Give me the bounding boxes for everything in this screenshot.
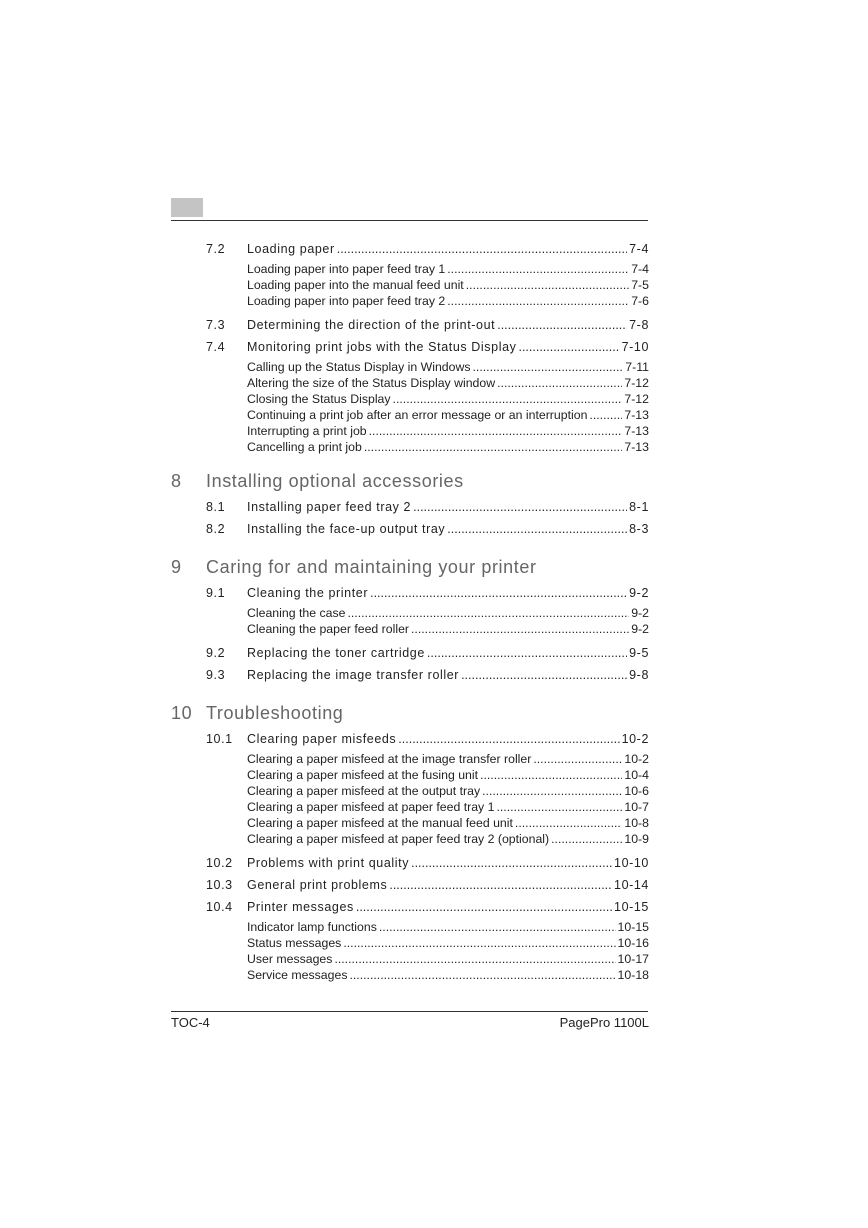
section-title: Monitoring print jobs with the Status Display xyxy=(247,340,517,354)
dot-leader xyxy=(337,240,627,258)
page-number: 9-2 xyxy=(631,606,649,620)
dot-leader xyxy=(447,520,627,538)
page-number: 7-4 xyxy=(629,242,649,256)
toc-subsection[interactable] xyxy=(171,968,649,984)
toc-subsection[interactable] xyxy=(171,816,649,832)
toc-section-7-3[interactable] xyxy=(171,316,649,338)
page-number: 7-13 xyxy=(624,440,649,454)
toc-subsection[interactable] xyxy=(171,606,649,622)
subsection-title: Indicator lamp functions xyxy=(247,920,377,934)
dot-leader xyxy=(533,752,622,766)
toc-subsection[interactable] xyxy=(171,262,649,278)
dot-leader xyxy=(497,316,627,334)
page-number: 8-1 xyxy=(629,500,649,514)
toc-subsection[interactable] xyxy=(171,768,649,784)
section-title: Printer messages xyxy=(247,900,354,914)
page-number: 7-4 xyxy=(631,262,649,276)
section-title: Clearing paper misfeeds xyxy=(247,732,397,746)
toc-subsection[interactable] xyxy=(171,832,649,848)
page-number: 10-15 xyxy=(614,900,649,914)
chapter-7-sections xyxy=(171,240,649,456)
section-title: General print problems xyxy=(247,878,388,892)
toc-section-8-2[interactable] xyxy=(171,520,649,542)
section-number: 8.2 xyxy=(206,522,226,536)
page-number: 10-10 xyxy=(614,856,649,870)
toc-section-7-4[interactable] xyxy=(171,338,649,360)
toc-section-10-4[interactable] xyxy=(171,898,649,920)
dot-leader xyxy=(497,376,622,390)
toc-subsection[interactable] xyxy=(171,920,649,936)
dot-leader xyxy=(551,832,622,846)
dot-leader xyxy=(370,584,627,602)
subsection-title: Closing the Status Display xyxy=(247,392,391,406)
page-number: 10-14 xyxy=(614,878,649,892)
toc-section-9-2[interactable] xyxy=(171,644,649,666)
dot-leader xyxy=(411,854,612,872)
page-number: 7-11 xyxy=(625,360,649,374)
page-number: 10-4 xyxy=(624,768,649,782)
subsection-title: Loading paper into paper feed tray 1 xyxy=(247,262,446,276)
toc-section-9-1[interactable] xyxy=(171,584,649,606)
subsection-title: Clearing a paper misfeed at the fusing unit xyxy=(247,768,479,782)
footer-rule xyxy=(171,1011,648,1012)
toc-subsection[interactable] xyxy=(171,752,649,768)
subsection-title: Interrupting a print job xyxy=(247,424,367,438)
section-title: Installing the face-up output tray xyxy=(247,522,446,536)
dot-leader xyxy=(349,968,615,982)
section-number: 8.1 xyxy=(206,500,226,514)
section-title: Installing paper feed tray 2 xyxy=(247,500,412,514)
toc-section-10-2[interactable] xyxy=(171,854,649,876)
subsection-title: Clearing a paper misfeed at paper feed tray 1 xyxy=(247,800,495,814)
page-label: TOC-4 xyxy=(171,1015,210,1030)
section-number: 7.4 xyxy=(206,340,226,354)
toc-subsection[interactable] xyxy=(171,936,649,952)
dot-leader xyxy=(482,784,622,798)
section-title: Loading paper xyxy=(247,242,335,256)
dot-leader xyxy=(356,898,612,916)
page-number: 7-12 xyxy=(624,392,649,406)
header-tab-marker xyxy=(171,198,203,217)
page-number: 10-15 xyxy=(617,920,649,934)
page-number: 7-10 xyxy=(621,340,649,354)
page-number: 7-8 xyxy=(629,318,649,332)
page-number: 10-6 xyxy=(624,784,649,798)
dot-leader xyxy=(379,920,616,934)
chapter-heading-9[interactable] xyxy=(171,556,649,578)
subsection-title: Loading paper into paper feed tray 2 xyxy=(247,294,446,308)
page-number: 10-7 xyxy=(624,800,649,814)
section-number: 7.2 xyxy=(206,242,226,256)
page-number: 7-13 xyxy=(624,408,649,422)
toc-subsection[interactable] xyxy=(171,440,649,456)
section-title: Cleaning the printer xyxy=(247,586,369,600)
subsection-title: Calling up the Status Display in Windows xyxy=(247,360,471,374)
page-number: 7-12 xyxy=(624,376,649,390)
section-number: 9.2 xyxy=(206,646,226,660)
dot-leader xyxy=(515,816,622,830)
dot-leader xyxy=(427,644,627,662)
subsection-title: Clearing a paper misfeed at the image transfer roller xyxy=(247,752,532,766)
dot-leader xyxy=(589,408,622,422)
section-number: 9.1 xyxy=(206,586,226,600)
page-number: 8-3 xyxy=(629,522,649,536)
dot-leader xyxy=(518,338,619,356)
dot-leader xyxy=(480,768,622,782)
page-number: 10-9 xyxy=(624,832,649,846)
section-title: Problems with print quality xyxy=(247,856,410,870)
page-number: 10-17 xyxy=(617,952,649,966)
toc-subsection[interactable] xyxy=(171,800,649,816)
section-number: 9.3 xyxy=(206,668,226,682)
page-number: 9-2 xyxy=(629,586,649,600)
dot-leader xyxy=(447,262,629,276)
subsection-title: Clearing a paper misfeed at paper feed tray 2 (optional) xyxy=(247,832,550,846)
toc-section-7-2[interactable] xyxy=(171,240,649,262)
dot-leader xyxy=(413,498,627,516)
toc-subsection[interactable] xyxy=(171,784,649,800)
subsection-title: Status messages xyxy=(247,936,342,950)
dot-leader xyxy=(447,294,629,308)
dot-leader xyxy=(343,936,615,950)
toc-subsection[interactable] xyxy=(171,622,649,638)
toc-section-10-1[interactable] xyxy=(171,730,649,752)
page-number: 9-2 xyxy=(631,622,649,636)
chapter-heading-8[interactable] xyxy=(171,470,649,492)
subsection-title: Continuing a print job after an error message or an interruption xyxy=(247,408,588,422)
page-number: 7-13 xyxy=(624,424,649,438)
page-footer xyxy=(171,1015,649,1030)
dot-leader xyxy=(364,440,623,454)
dot-leader xyxy=(466,278,629,292)
toc-subsection[interactable] xyxy=(171,424,649,440)
toc-subsection[interactable] xyxy=(171,392,649,408)
section-number: 10.1 xyxy=(206,732,233,746)
toc-section-9-3[interactable] xyxy=(171,666,649,688)
page-number: 10-16 xyxy=(617,936,649,950)
toc-subsection[interactable] xyxy=(171,376,649,392)
chapter-title: Troubleshooting xyxy=(206,703,344,723)
chapter-number: 10 xyxy=(171,703,193,723)
subsection-title: Clearing a paper misfeed at the manual feed unit xyxy=(247,816,513,830)
dot-leader xyxy=(334,952,615,966)
subsection-title: Clearing a paper misfeed at the output tray xyxy=(247,784,481,798)
toc-subsection[interactable] xyxy=(171,294,649,310)
dot-leader xyxy=(411,622,629,636)
toc-section-10-3[interactable] xyxy=(171,876,649,898)
section-title: Determining the direction of the print-out xyxy=(247,318,496,332)
section-number: 7.3 xyxy=(206,318,226,332)
dot-leader xyxy=(496,800,622,814)
section-number: 10.3 xyxy=(206,878,233,892)
page-number: 9-8 xyxy=(629,668,649,682)
table-of-contents xyxy=(171,240,649,984)
page-number: 9-5 xyxy=(629,646,649,660)
toc-section-8-1[interactable] xyxy=(171,498,649,520)
chapter-title: Installing optional accessories xyxy=(206,471,464,491)
dot-leader xyxy=(473,360,624,374)
section-number: 10.2 xyxy=(206,856,233,870)
toc-subsection[interactable] xyxy=(171,360,649,376)
page-number: 7-5 xyxy=(631,278,649,292)
dot-leader xyxy=(398,730,619,748)
subsection-title: Altering the size of the Status Display window xyxy=(247,376,496,390)
section-number: 10.4 xyxy=(206,900,233,914)
chapter-title: Caring for and maintaining your printer xyxy=(206,557,537,577)
toc-subsection[interactable] xyxy=(171,278,649,294)
toc-subsection[interactable] xyxy=(171,408,649,424)
subsection-title: Service messages xyxy=(247,968,348,982)
page-number: 7-6 xyxy=(631,294,649,308)
header-rule xyxy=(171,220,648,221)
subsection-title: Cancelling a print job xyxy=(247,440,362,454)
toc-subsection[interactable] xyxy=(171,952,649,968)
dot-leader xyxy=(393,392,623,406)
dot-leader xyxy=(347,606,629,620)
product-name: PagePro 1100L xyxy=(559,1015,649,1030)
subsection-title: Cleaning the case xyxy=(247,606,346,620)
subsection-title: Cleaning the paper feed roller xyxy=(247,622,410,636)
subsection-title: User messages xyxy=(247,952,333,966)
page-number: 10-2 xyxy=(624,752,649,766)
chapter-heading-10[interactable] xyxy=(171,702,649,724)
dot-leader xyxy=(369,424,623,438)
dot-leader xyxy=(389,876,612,894)
page-number: 10-2 xyxy=(621,732,649,746)
subsection-title: Loading paper into the manual feed unit xyxy=(247,278,464,292)
section-title: Replacing the image transfer roller xyxy=(247,668,460,682)
dot-leader xyxy=(461,666,627,684)
chapter-number: 9 xyxy=(171,557,182,577)
page-number: 10-18 xyxy=(617,968,649,982)
section-title: Replacing the toner cartridge xyxy=(247,646,425,660)
page-number: 10-8 xyxy=(624,816,649,830)
chapter-number: 8 xyxy=(171,471,182,491)
